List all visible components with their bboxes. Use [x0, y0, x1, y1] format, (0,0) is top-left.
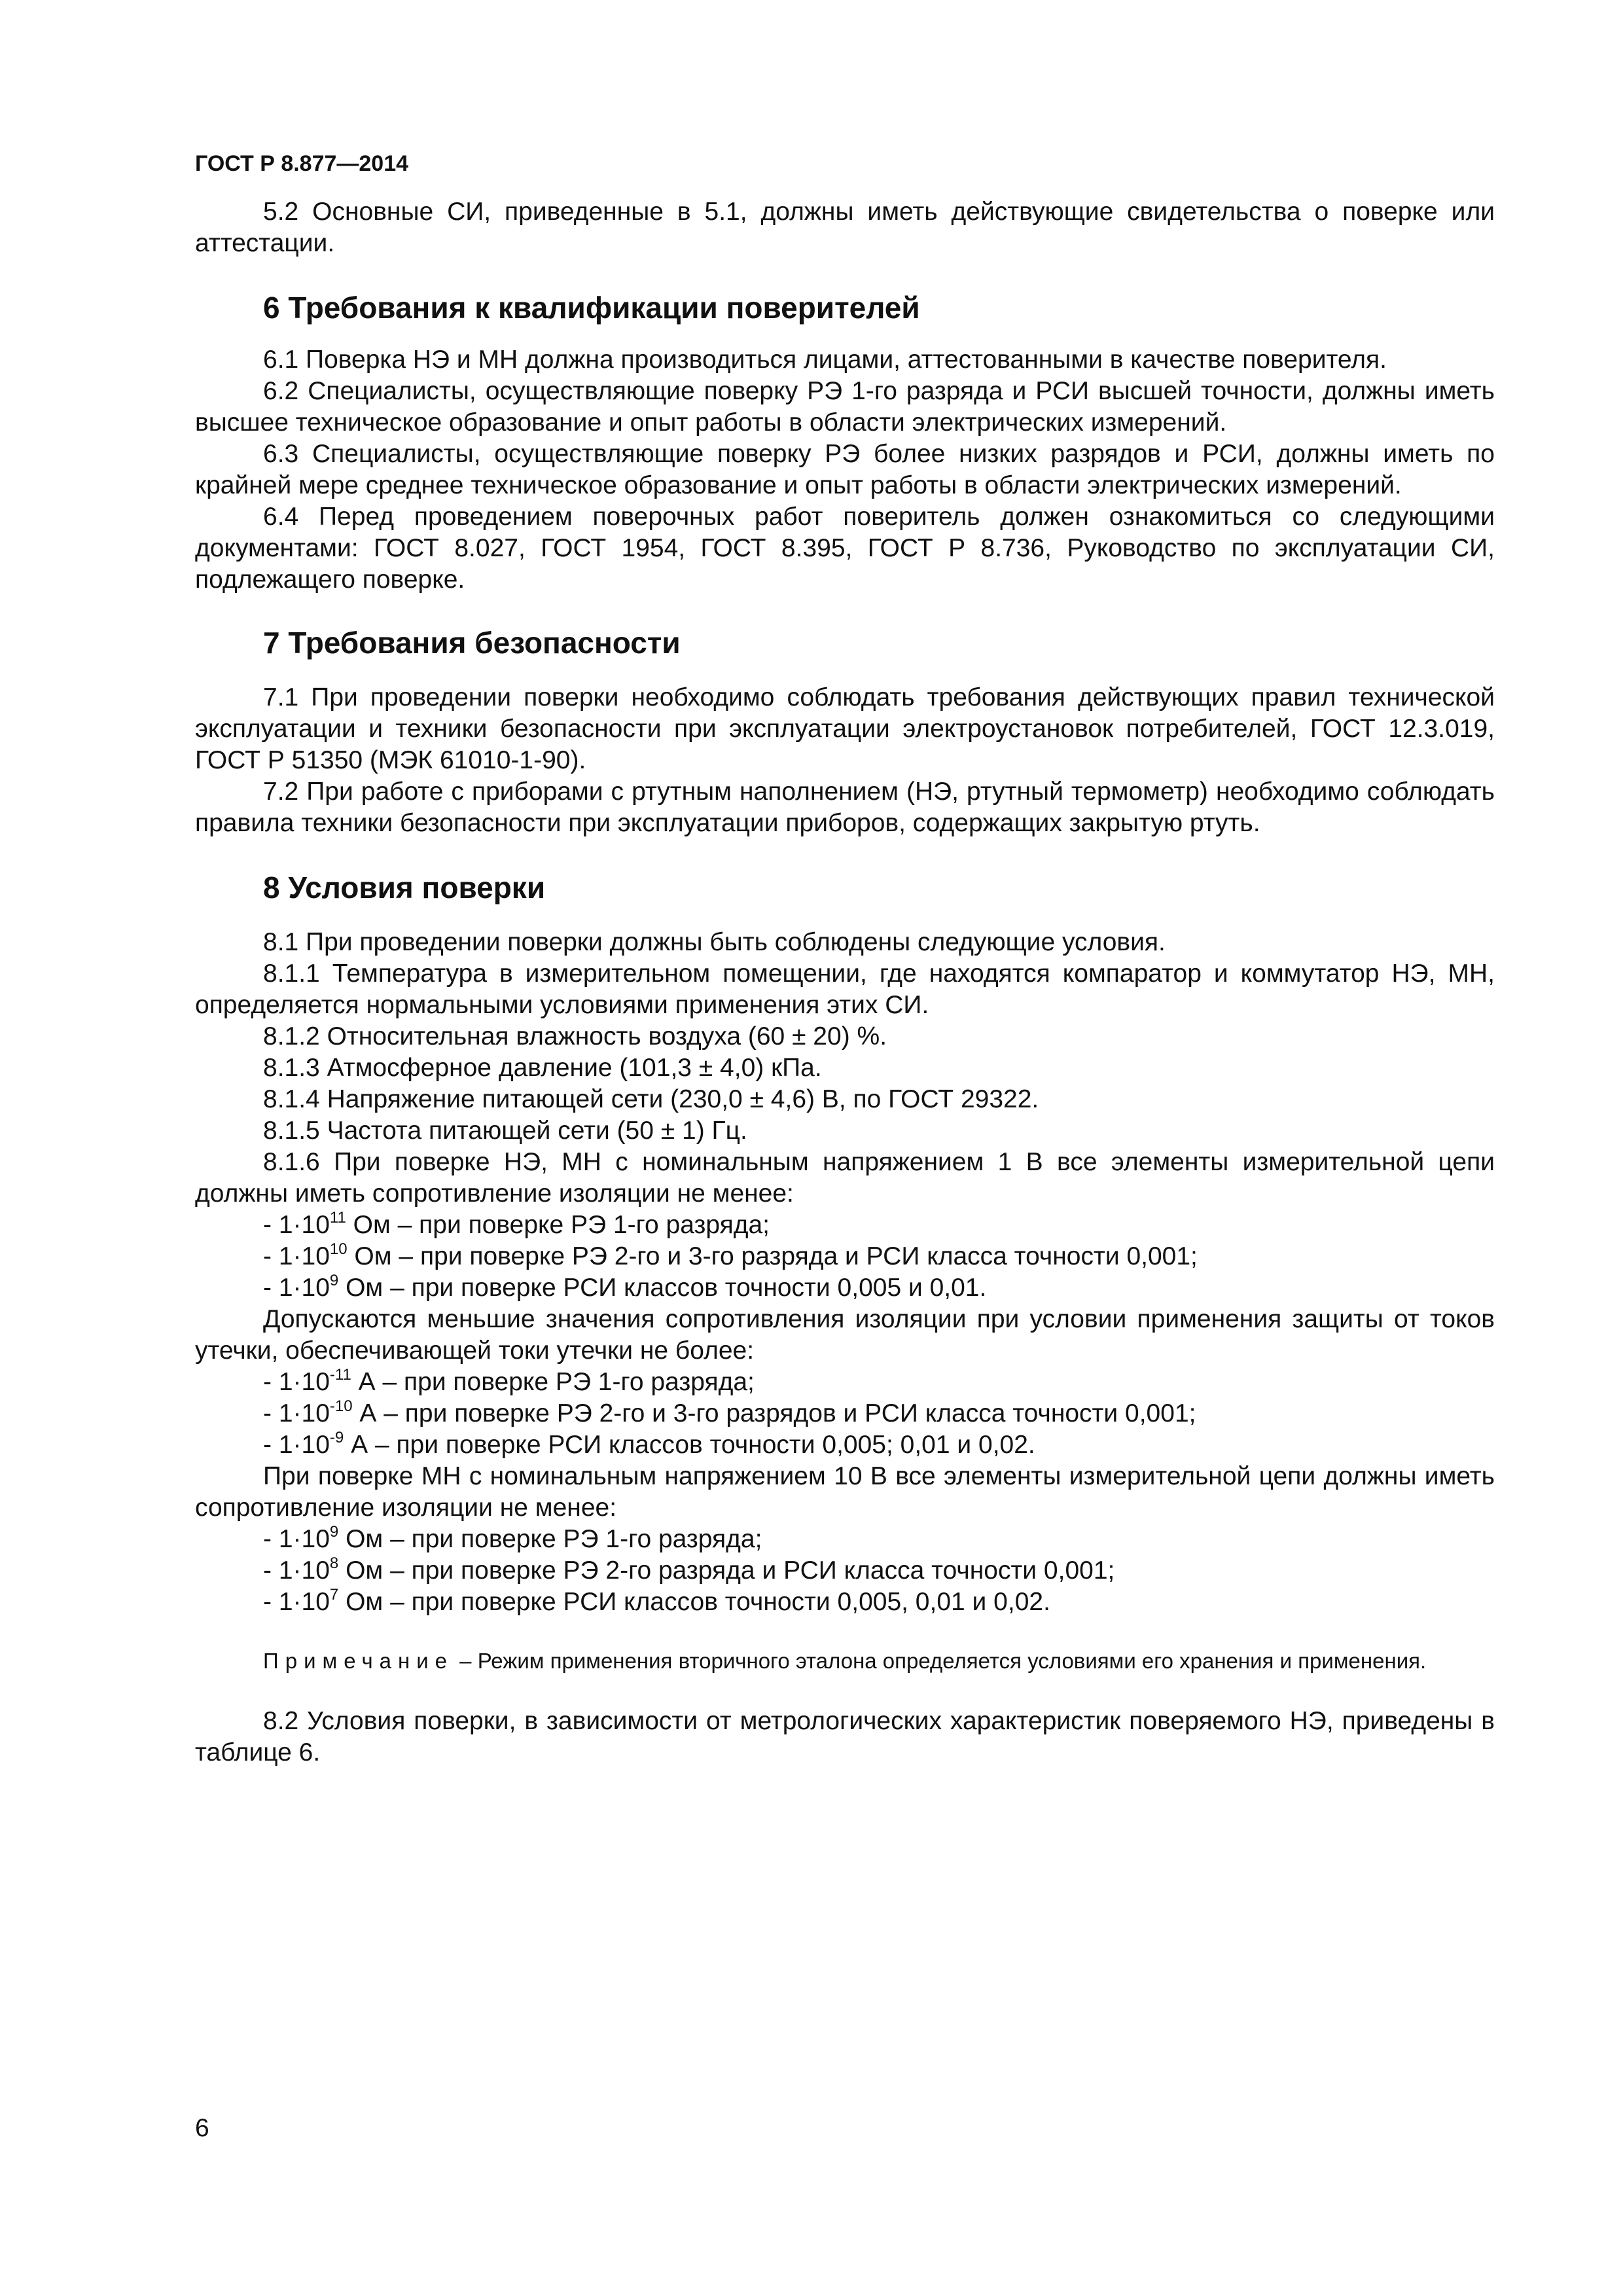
paragraph-8-1-2: 8.1.2 Относительная влажность воздуха (60 ± 20) %. — [263, 1022, 887, 1050]
note-label: Примечание — [263, 1649, 454, 1673]
section-7-heading: 7 Требования безопасности — [263, 626, 681, 660]
page-number: 6 — [195, 2114, 209, 2142]
paragraph-8-1-1: 8.1.1 Температура в измерительном помещении, где находятся компаратор и коммутатор НЭ, МН, определяется нормальными условиями применения этих СИ. — [195, 960, 1495, 1019]
note-text: – Режим применения вторичного эталона определяется условиями его хранения и применения. — [454, 1649, 1427, 1673]
paragraph-8-1: 8.1 При проведении поверки должны быть соблюдены следующие условия. — [263, 928, 1166, 956]
paragraph-5-2: 5.2 Основные СИ, приведенные в 5.1, должны иметь действующие свидетельства о поверке или аттестации. — [195, 198, 1495, 257]
paragraph-leakage-allowance: Допускаются меньшие значения сопротивления изоляции при условии применения защиты от токов утечки, обеспечивающей токи утечки не более: — [195, 1305, 1495, 1365]
paragraph-8-1-5: 8.1.5 Частота питающей сети (50 ± 1) Гц. — [263, 1117, 747, 1145]
paragraph-8-1-4: 8.1.4 Напряжение питающей сети (230,0 ± 4,6) В, по ГОСТ 29322. — [263, 1085, 1039, 1113]
paragraph-6-4: 6.4 Перед проведением поверочных работ поверитель должен ознакомиться со следующими документами: ГОСТ 8.027, ГОСТ 1954, ГОСТ 8.395, ГОСТ Р 8.736, Руководство по эксплуатации СИ, подлежащего поверке. — [195, 503, 1495, 594]
list-item: - $1\cdot 10^9$ Ом – при поверке РСИ классов точности 0,005 и 0,01. — [263, 1272, 987, 1302]
list-item: - $1\cdot 10^{-9}$ А – при поверке РСИ классов точности 0,005; 0,01 и 0,02. — [263, 1429, 1035, 1459]
list-item: - $1\cdot 10^{10}$ Ом – при поверке РЭ 2-го и 3-го разряда и РСИ класса точности 0,001; — [263, 1240, 1198, 1270]
paragraph-8-1-3: 8.1.3 Атмосферное давление (101,3 ± 4,0) кПа. — [263, 1054, 822, 1082]
paragraph-7-1: 7.1 При проведении поверки необходимо соблюдать требования действующих правил технической эксплуатации и техники безопасности при эксплуатации электроустановок потребителей, ГОСТ 12.3.019, ГОСТ Р 51350 (МЭК 61010-1-90). — [195, 683, 1495, 774]
paragraph-mn-verification: При поверке МН с номинальным напряжением 10 В все элементы измерительной цепи должны иметь сопротивление изоляции не менее: — [195, 1462, 1495, 1522]
section-6-heading: 6 Требования к квалификации поверителей — [263, 291, 920, 325]
note — [195, 1647, 1495, 1676]
list-item: - $1\cdot 10^{-11}$ А – при поверке РЭ 1-го разряда; — [263, 1366, 755, 1396]
list-item: - $1\cdot 10^9$ Ом – при поверке РЭ 1-го разряда; — [263, 1523, 762, 1553]
list-item: - $1\cdot 10^7$ Ом – при поверке РСИ классов точности 0,005, 0,01 и 0,02. — [263, 1586, 1050, 1616]
list-item: - $1\cdot 10^{-10}$ А – при поверке РЭ 2-го и 3-го разрядов и РСИ класса точности 0,001; — [263, 1397, 1196, 1427]
list-item: - $1\cdot 10^8$ Ом – при поверке РЭ 2-го разряда и РСИ класса точности 0,001; — [263, 1554, 1115, 1585]
page-content — [195, 148, 1495, 1768]
paragraph-8-2: 8.2 Условия поверки, в зависимости от метрологических характеристик поверяемого НЭ, приведены в таблице 6. — [195, 1707, 1495, 1767]
paragraph-6-2: 6.2 Специалисты, осуществляющие поверку РЭ 1-го разряда и РСИ высшей точности, должны иметь высшее техническое образование и опыт работы в области электрических измерений. — [195, 377, 1495, 437]
list-item: - $1\cdot 10^{11}$ Ом – при поверке РЭ 1-го разряда; — [263, 1209, 770, 1239]
section-8-heading: 8 Условия поверки — [263, 870, 546, 905]
paragraph-6-1: 6.1 Поверка НЭ и МН должна производиться лицами, аттестованными в качестве поверителя. — [263, 346, 1387, 374]
paragraph-8-1-6: 8.1.6 При поверке НЭ, МН с номинальным напряжением 1 В все элементы измерительной цепи должны иметь сопротивление изоляции не менее: — [195, 1148, 1495, 1208]
paragraph-7-2: 7.2 При работе с приборами с ртутным наполнением (НЭ, ртутный термометр) необходимо соблюдать правила техники безопасности при эксплуатации приборов, содержащих закрытую ртуть. — [195, 778, 1495, 837]
document-header: ГОСТ Р 8.877—2014 — [195, 151, 409, 176]
paragraph-6-3: 6.3 Специалисты, осуществляющие поверку РЭ более низких разрядов и РСИ, должны иметь по крайней мере среднее техническое образование и опыт работы в области электрических измерений. — [195, 440, 1495, 499]
